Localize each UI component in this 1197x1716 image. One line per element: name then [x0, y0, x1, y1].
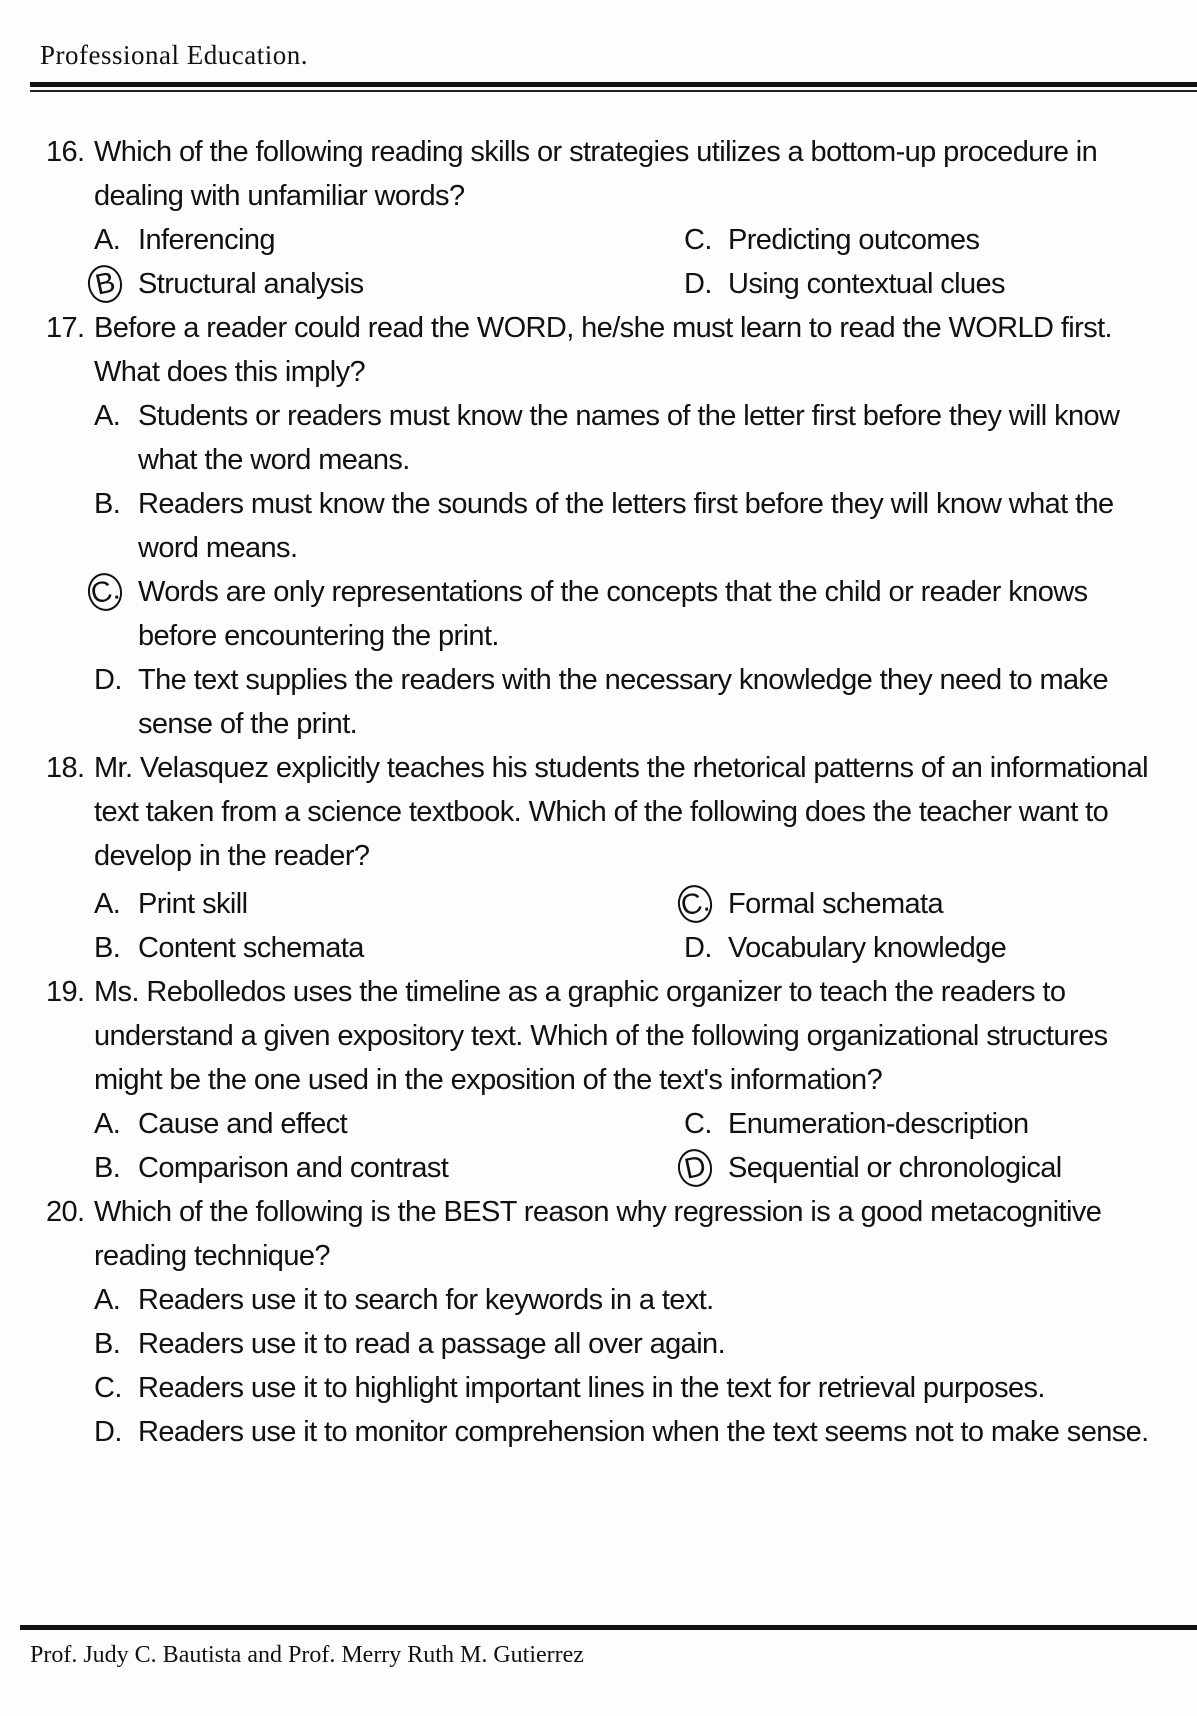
answer-circle-mark: C.: [674, 882, 715, 926]
option-selected[interactable]: C. Formal schemata: [684, 882, 1166, 926]
question-text: Mr. Velasquez explicitly teaches his students the rhetorical patterns of an informational text taken from a science textbook. Which of the following does the teacher want to develop in the reader?: [94, 752, 1149, 872]
question-20: [46, 1190, 1166, 1278]
question-19-options: [94, 1102, 1166, 1190]
question-number: 17.: [46, 312, 85, 344]
question-20-options: [94, 1278, 1166, 1454]
option[interactable]: A. Cause and effect: [94, 1108, 348, 1140]
answer-circle-mark: B: [84, 262, 125, 306]
option-selected[interactable]: B Structural analysis: [94, 262, 684, 306]
option[interactable]: B. Comparison and contrast: [94, 1152, 449, 1184]
option[interactable]: C. Enumeration-description: [684, 1108, 1029, 1140]
question-18-options: [94, 882, 1166, 970]
question-number: 20.: [46, 1196, 85, 1228]
question-16: [46, 130, 1166, 218]
option-selected[interactable]: C. Words are only representations of the concepts that the child or reader knows before encountering the print.: [94, 570, 1166, 658]
question-16-options: [94, 218, 1166, 306]
option[interactable]: C. Predicting outcomes: [684, 224, 980, 256]
questions-section: [46, 130, 1166, 1454]
question-number: 18.: [46, 752, 85, 784]
question-19: [46, 970, 1166, 1102]
option[interactable]: B. Content schemata: [94, 932, 364, 964]
answer-circle-mark: C.: [84, 570, 125, 614]
option[interactable]: A. Readers use it to search for keywords in a text.: [94, 1284, 714, 1316]
question-text: Which of the following is the BEST reason why regression is a good metacognitive reading technique?: [94, 1196, 1102, 1272]
option-selected[interactable]: D Sequential or chronological: [684, 1146, 1166, 1190]
option[interactable]: D. Using contextual clues: [684, 268, 1005, 300]
option[interactable]: D. The text supplies the readers with the necessary knowledge they need to make sense of the print.: [94, 664, 1108, 740]
answer-circle-mark: D: [674, 1146, 715, 1190]
question-text: Ms. Rebolledos uses the timeline as a graphic organizer to teach the readers to understand a given expository text. Which of the following organizational structures might be the one used in the exposition of the text's information?: [94, 976, 1108, 1096]
option[interactable]: B. Readers use it to read a passage all over again.: [94, 1328, 726, 1360]
question-text: Before a reader could read the WORD, he/she must learn to read the WORLD first. What does this imply?: [94, 312, 1113, 388]
option[interactable]: A. Print skill: [94, 888, 248, 920]
question-number: 16.: [46, 136, 85, 168]
footer-authors: Prof. Judy C. Bautista and Prof. Merry Ruth M. Gutierrez: [30, 1642, 584, 1668]
question-18: [46, 746, 1166, 878]
option[interactable]: A. Inferencing: [94, 224, 275, 256]
footer-rule: [20, 1625, 1197, 1630]
question-17-options: [88, 394, 1166, 746]
header-rule-thin: [30, 90, 1197, 92]
question-17: [46, 306, 1166, 394]
option-selected[interactable]: D. Readers use it to monitor comprehension when the text seems not to make sense.: [94, 1416, 1149, 1448]
option[interactable]: C. Readers use it to highlight important lines in the text for retrieval purposes.: [94, 1372, 1045, 1404]
option[interactable]: D. Vocabulary knowledge: [684, 932, 1007, 964]
option[interactable]: B. Readers must know the sounds of the letters first before they will know what the word means.: [94, 488, 1114, 564]
page-header-title: Professional Education.: [40, 40, 308, 70]
option[interactable]: A. Students or readers must know the names of the letter first before they will know what the word means.: [94, 400, 1120, 476]
question-text: Which of the following reading skills or strategies utilizes a bottom-up procedure in dealing with unfamiliar words?: [94, 136, 1098, 212]
header-rule: [30, 82, 1197, 87]
question-number: 19.: [46, 976, 85, 1008]
